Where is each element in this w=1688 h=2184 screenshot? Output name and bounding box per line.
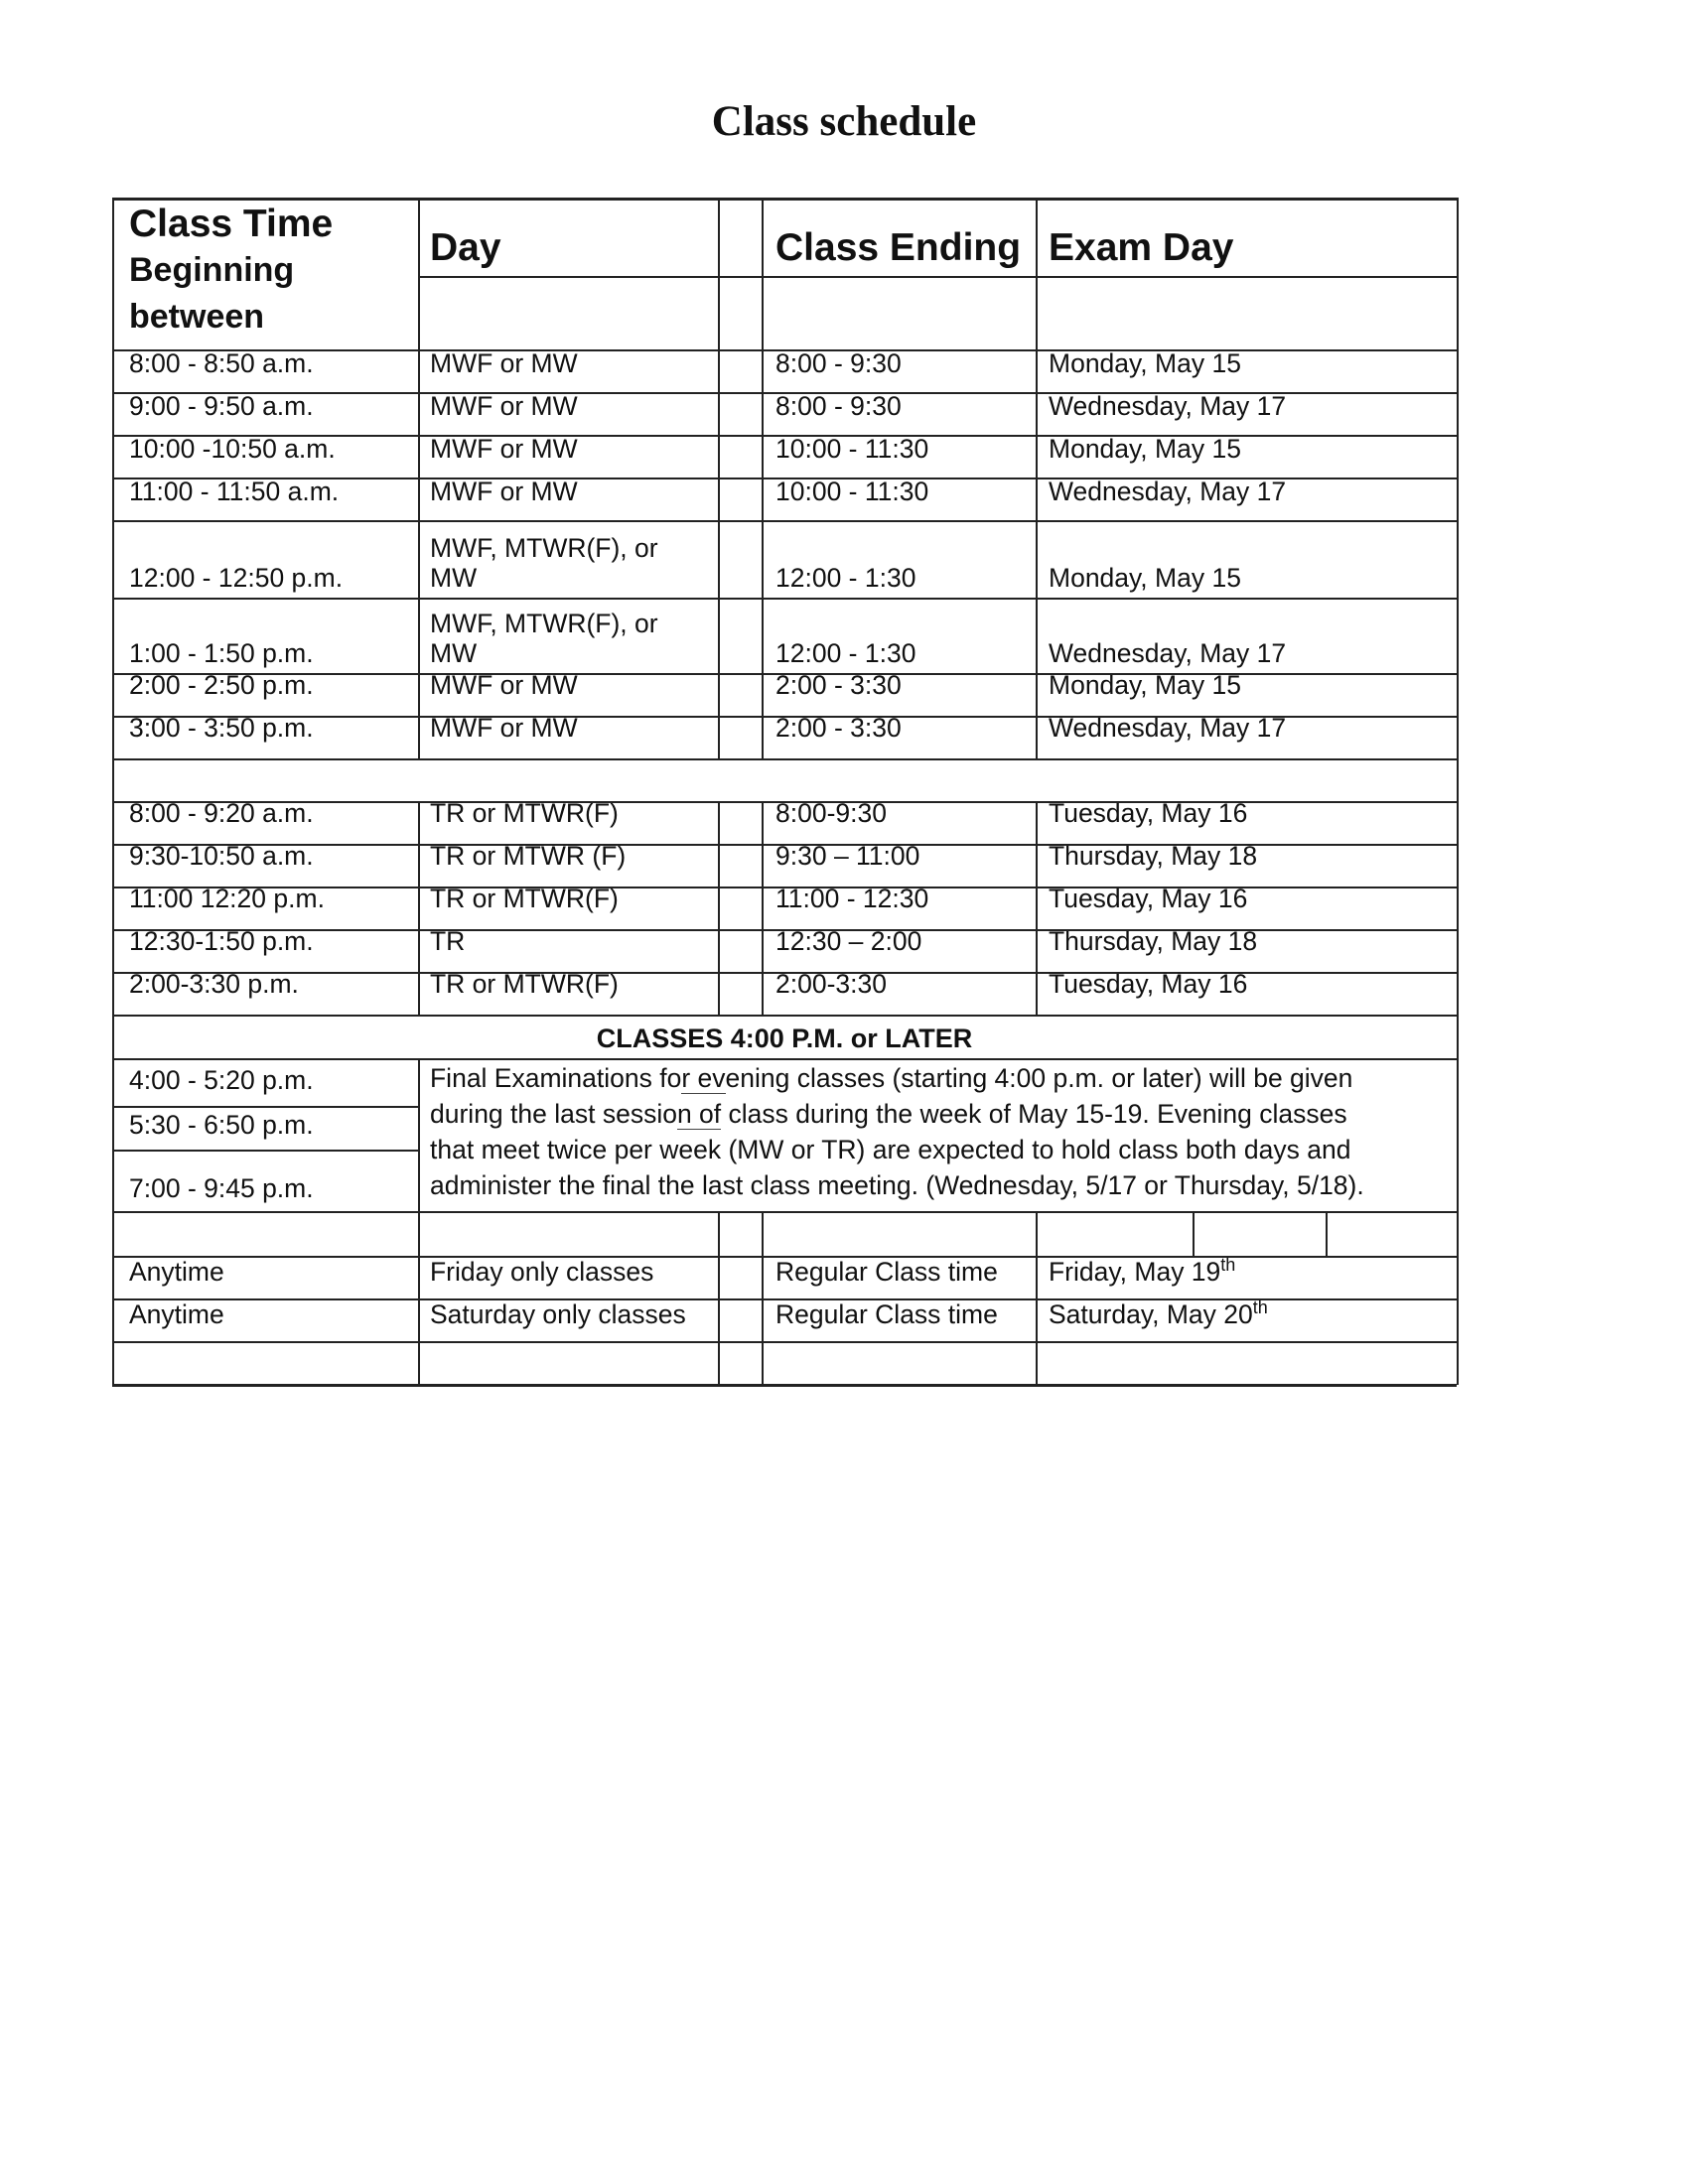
grid-line — [418, 276, 1457, 278]
class-ending-cell: 9:30 – 11:00 — [775, 841, 920, 871]
grid-line — [718, 198, 720, 758]
evening-time-1: 4:00 - 5:20 p.m. — [129, 1065, 314, 1095]
day-cell: Saturday only classes — [430, 1299, 686, 1329]
grid-line — [112, 1256, 1457, 1258]
class-time-cell: 8:00 - 9:20 a.m. — [129, 798, 314, 828]
header-class-time — [129, 202, 333, 341]
note-line-4: administer the final the last class meeting. (Wednesday, 5/17 or Thursday, 5/18). — [430, 1170, 1364, 1200]
grid-line — [112, 435, 1457, 437]
day-cell: MWF or MW — [430, 391, 578, 421]
exam-schedule-table — [112, 198, 1457, 1385]
grid-line — [112, 478, 1457, 479]
grid-line — [112, 1150, 418, 1152]
grid-line — [112, 1106, 418, 1108]
grid-line — [112, 844, 1457, 846]
grid-line — [112, 1384, 1457, 1387]
class-time-cell: 2:00-3:30 p.m. — [129, 969, 299, 999]
day-cell: MWF, MTWR(F), or MW — [430, 609, 658, 668]
class-time-cell: Anytime — [129, 1257, 224, 1287]
grid-line — [112, 929, 1457, 931]
grid-line — [112, 1298, 1457, 1300]
class-ending-cell: 12:00 - 1:30 — [775, 563, 916, 593]
day-cell: TR or MTWR(F) — [430, 969, 619, 999]
day-cell: MWF, MTWR(F), or MW — [430, 533, 658, 593]
exam-day-cell: Monday, May 15 — [1049, 434, 1241, 464]
day-cell: MWF or MW — [430, 477, 578, 506]
grid-line — [112, 716, 1457, 718]
grid-line — [718, 801, 720, 1015]
class-time-cell: 9:00 - 9:50 a.m. — [129, 391, 314, 421]
grid-line — [1457, 198, 1459, 1385]
exam-day-cell: Wednesday, May 17 — [1049, 638, 1287, 668]
class-ending-cell: 8:00 - 9:30 — [775, 348, 902, 378]
exam-day-cell: Wednesday, May 17 — [1049, 477, 1287, 506]
note-line-2: during the last session of class during the week of May 15-19. Evening classes — [430, 1099, 1347, 1129]
class-ending-cell: 11:00 - 12:30 — [775, 884, 929, 913]
class-ending-cell: 8:00 - 9:30 — [775, 391, 902, 421]
class-ending-cell: 2:00 - 3:30 — [775, 713, 902, 743]
grid-line — [112, 1015, 1457, 1017]
exam-day-cell: Monday, May 15 — [1049, 348, 1241, 378]
exam-day-cell: Thursday, May 18 — [1049, 926, 1258, 956]
grid-line — [112, 1341, 1457, 1343]
header-class-time-line1: Class Time — [129, 203, 334, 245]
class-ending-cell: 8:00-9:30 — [775, 798, 887, 828]
grid-line — [112, 801, 1457, 803]
grid-line — [718, 1211, 720, 1385]
grid-line — [112, 1058, 1457, 1060]
exam-day-cell: Wednesday, May 17 — [1049, 713, 1287, 743]
grid-line — [762, 198, 764, 758]
page-title: Class schedule — [711, 98, 977, 145]
grid-line — [1326, 1211, 1328, 1256]
note-line-3: that meet twice per week (MW or TR) are expected to hold class both days and — [430, 1135, 1351, 1164]
class-ending-cell: 2:00 - 3:30 — [775, 670, 902, 700]
evening-exam-note — [430, 1060, 1364, 1203]
header-class-ending: Class Ending — [775, 226, 1022, 269]
class-ending-cell: 10:00 - 11:30 — [775, 434, 929, 464]
day-cell: TR — [430, 926, 466, 956]
evening-time-3: 7:00 - 9:45 p.m. — [129, 1173, 314, 1203]
day-cell: TR or MTWR (F) — [430, 841, 627, 871]
header-day: Day — [430, 226, 501, 269]
header-exam-day: Exam Day — [1049, 226, 1234, 269]
class-ending-cell: 2:00-3:30 — [775, 969, 887, 999]
exam-day-cell: Saturday, May 20th — [1049, 1297, 1268, 1329]
grid-line — [418, 801, 420, 1015]
header-class-time-line2: Beginning — [129, 251, 295, 289]
note-line-1: Final Examinations for evening classes (starting 4:00 p.m. or later) will be given — [430, 1063, 1353, 1093]
grid-line — [112, 198, 1457, 201]
class-time-cell: 1:00 - 1:50 p.m. — [129, 638, 314, 668]
class-time-cell: 11:00 12:20 p.m. — [129, 884, 325, 913]
exam-day-cell: Tuesday, May 16 — [1049, 969, 1248, 999]
grid-line — [418, 1058, 420, 1385]
grid-line — [112, 673, 1457, 675]
class-time-cell: Anytime — [129, 1299, 224, 1329]
class-time-cell: 8:00 - 8:50 a.m. — [129, 348, 314, 378]
class-ending-cell: Regular Class time — [775, 1299, 998, 1329]
exam-day-cell: Wednesday, May 17 — [1049, 391, 1287, 421]
grid-line — [112, 349, 1457, 351]
class-time-cell: 10:00 -10:50 a.m. — [129, 434, 336, 464]
header-class-time-line3: between — [129, 298, 265, 336]
day-cell: TR or MTWR(F) — [430, 798, 619, 828]
class-ending-cell: Regular Class time — [775, 1257, 998, 1287]
grid-line — [1036, 198, 1038, 758]
grid-line — [1193, 1211, 1195, 1256]
day-cell: MWF or MW — [430, 670, 578, 700]
class-time-cell: 12:00 - 12:50 p.m. — [129, 563, 344, 593]
grid-line — [112, 1211, 1457, 1213]
day-cell: MWF or MW — [430, 434, 578, 464]
exam-day-cell: Monday, May 15 — [1049, 563, 1241, 593]
grid-line — [112, 598, 1457, 600]
day-cell: Friday only classes — [430, 1257, 654, 1287]
class-time-cell: 11:00 - 11:50 a.m. — [129, 477, 340, 506]
grid-line — [418, 198, 420, 758]
grid-line — [762, 1211, 764, 1385]
class-time-cell: 9:30-10:50 a.m. — [129, 841, 314, 871]
grid-line — [112, 392, 1457, 394]
class-ending-cell: 12:30 – 2:00 — [775, 926, 922, 956]
day-cell: TR or MTWR(F) — [430, 884, 619, 913]
evening-time-2: 5:30 - 6:50 p.m. — [129, 1110, 314, 1140]
grid-line — [112, 198, 114, 1385]
grid-line — [112, 520, 1457, 522]
grid-line — [112, 758, 1457, 760]
grid-line — [762, 801, 764, 1015]
grid-line — [112, 887, 1457, 888]
class-time-cell: 2:00 - 2:50 p.m. — [129, 670, 314, 700]
day-cell: MWF or MW — [430, 713, 578, 743]
exam-day-cell: Thursday, May 18 — [1049, 841, 1258, 871]
day-cell: MWF or MW — [430, 348, 578, 378]
class-ending-cell: 10:00 - 11:30 — [775, 477, 929, 506]
evening-classes-band: CLASSES 4:00 P.M. or LATER — [596, 1024, 973, 1053]
exam-day-cell: Friday, May 19th — [1049, 1255, 1236, 1287]
grid-line — [112, 972, 1457, 974]
grid-line — [1036, 1211, 1038, 1385]
class-time-cell: 12:30-1:50 p.m. — [129, 926, 314, 956]
exam-day-cell: Monday, May 15 — [1049, 670, 1241, 700]
class-time-cell: 3:00 - 3:50 p.m. — [129, 713, 314, 743]
exam-day-cell: Tuesday, May 16 — [1049, 798, 1248, 828]
grid-line — [1036, 801, 1038, 1015]
exam-day-cell: Tuesday, May 16 — [1049, 884, 1248, 913]
class-ending-cell: 12:00 - 1:30 — [775, 638, 916, 668]
